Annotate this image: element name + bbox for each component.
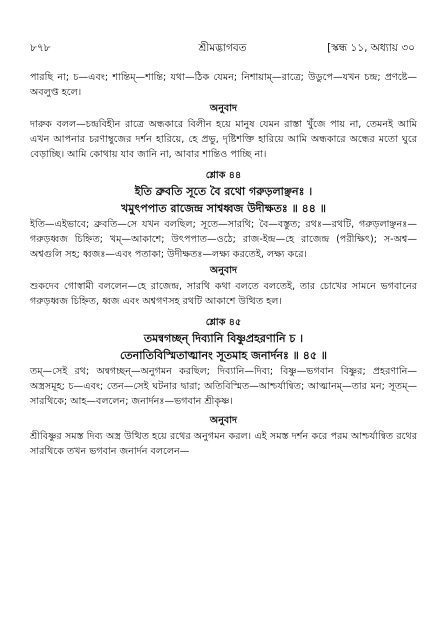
page-header <box>30 40 415 56</box>
translation-heading: অনুবাদ <box>209 103 238 114</box>
page-number: ৮৭৮ <box>30 42 51 54</box>
verse-line: ইতি ব্রুবতি সূতে বৈ রথো গরুড়লাঞ্ছনঃ । <box>134 185 313 198</box>
verse-line: তমন্বগচ্ছন্‌ দিব্যানি বিষ্ণুপ্রহরণানি চ । <box>143 332 304 345</box>
chapter-reference: [স্কন্ধ ১১, অধ্যায় ৩০ <box>327 42 415 54</box>
book-title: শ্রীমদ্ভাগবত <box>198 42 247 54</box>
verse-title: শ্লোক ৪৫ <box>205 317 242 328</box>
translation-text: শুকদেব গোস্বামী বললেন—হে রাজেন্দ্র, সারথি কথা বলতে বলতেই, তার চোখের সামনে ভগবানের গরুড়ধ্বজ চিহ্নিত, ধ্বজ এবং অশ্বগণসহ রথটি আকাশে উত্থিত হল। <box>30 281 417 307</box>
translation-text: দারুক বলল—চন্দ্রবিহীন রাত্রে অন্ধকারে বিলীন হয়ে মানুষ যেমন রাস্তা খুঁজে পায় না, তেমনই আমি এখন আপনার চরণাম্বুজের দর্শন হারিয়ে, হে প্রভু, দৃষ্টিশক্তি হারিয়ে আমি অন্ধকারে অন্ধের মতো ঘুরে বেড়াচ্ছি। আমি কোথায় যাব জানি না, আবার শান্তিও পাচ্ছি না। <box>30 119 417 160</box>
verse-title: শ্লোক ৪৪ <box>205 170 242 181</box>
page-body <box>30 70 417 459</box>
synonyms-text: তম্‌—সেই রথ; অন্বগচ্ছন্‌—অনুগমন করছিল; দিব্যানি—দিব্য; বিষ্ণু—ভগবান বিষ্ণুর; প্রহরণানি—অস্ত্রসমূহ; চ—এবং; তেন—সেই ঘটনার দ্বারা; অতিবিস্মিত—আশ্চর্যান্বিত; আত্মানম্‌—তার মন; সূতম্‌—সারথিকে; আহ—বললেন; জনার্দনঃ—ভগবান শ্রীকৃষ্ণ। <box>30 366 417 407</box>
synonyms-text: ইতি—এইভাবে; ব্রুবতি—সে যখন বলছিল; সূতে—সারথি; বৈ—বস্তুত; রথঃ—রথটি, গরুড়লাঞ্ছনঃ—গরুড়ধ্বজ চিহ্নিত; খম্‌—আকাশে; উৎপপাত—ওঠে; রাজ-ইন্দ্র—হে রাজেন্দ্র (পরীক্ষিৎ); স-অশ্ব—অশ্বগুলি সহ; ধ্বজঃ—এবং পতাকা; উদীক্ষতঃ—লক্ষ্য করতেই, লক্ষ্য করে। <box>30 219 417 260</box>
translation-heading: অনুবাদ <box>209 265 238 276</box>
synonyms-continued: পারছি না; চ—এবং; শান্তিম্‌—শান্তি; যথা—ঠিক যেমন; নিশায়াম্‌—রাত্রে; উডুপে—যখন চন্দ্র; প্রণষ্টে—অবলুপ্ত হলে। <box>30 72 417 98</box>
verse-line: তেনাতিবিস্মিতাত্মানং সূতমাহ জনার্দনঃ ॥ ৪৫ ॥ <box>119 349 328 362</box>
verse-line: খমুৎপপাত রাজেন্দ্র সাশ্বধ্বজ উদীক্ষতঃ ॥ ৪৪ ॥ <box>121 202 326 215</box>
translation-text: শ্রীবিষ্ণুর সমস্ত দিব্য অস্ত্র উত্থিত হয়ে রথের অনুগমন করল। এই সমস্ত দর্শন করে পরম আশ্চর্যান্বিত রথের সারথিকে তখন ভগবান জনার্দন বললেন— <box>30 431 417 457</box>
translation-heading: অনুবাদ <box>209 415 238 426</box>
